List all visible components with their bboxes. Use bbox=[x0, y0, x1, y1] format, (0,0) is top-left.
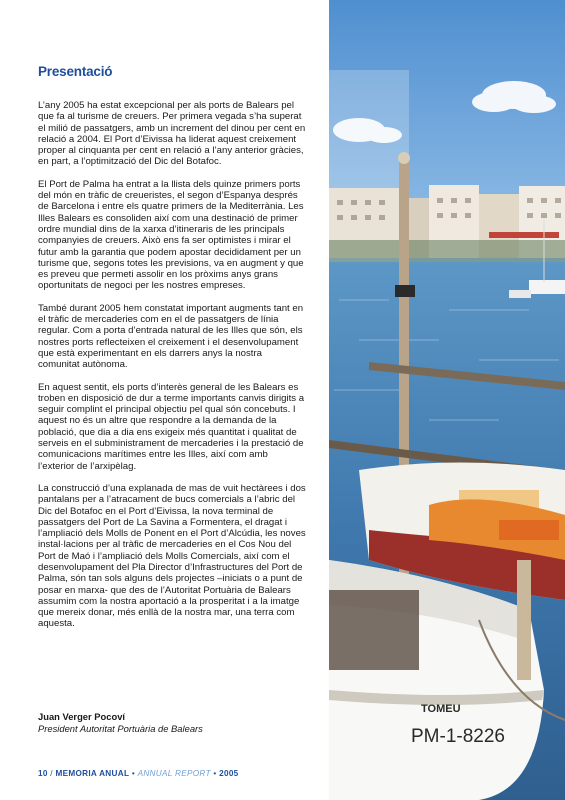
page-title: Presentació bbox=[38, 64, 113, 79]
paragraph-3: També durant 2005 hem constatat important augments tant en el tràfic de mercaderies com en el de passatgers de línia regular. Com a porta d’entrada natural de les Illes que són, els nostres ports reflecteixen el creixement i el desenvolupament que està experimentant en els darrers anys la nostra comunitat autònoma. bbox=[38, 302, 304, 371]
paragraph-4: En aquest sentit, els ports d’interès general de les Balears es troben en disposició de dur a terme importants canvis dirigits a seguir complint el principal objectiu pel qual són concebuts. I aquest no és un altre que respondre a la demanda de la població, que dia a dia ens exigeix més quantitat i qualitat de serveis en el subministrament de mercaderies i la prestació de comunicacions marítimes entre les Illes, així com amb l’exterior de l’arxipèlag. bbox=[38, 381, 305, 472]
paragraph-5: La construcció d’una explanada de mas de vuit hectàrees i dos pantalans per a l’atracament de bucs comercials a l’abric del Dic del Botafoc en el Port d’Eivissa, la nova terminal de passatgers del Port de La Savina a Formentera, el dragat i l’ampliació dels Molls de Ponent en el Port d’Alcúdia, les noves instal·lacions per al tràfic de mercaderies en el Cos Nou del Port de Maó i l’ampliació dels Molls Comercials, així com el desenvolupament del Pla Director d’Infrastructures del Port de Palma, són tan sols alguns dels projectes –iniciats o a punt de posar en marxa- que des de l’Autoritat Portuària de Balears assumim com la nostra aportació a la prosperitat i a la imatge que mereix donar, més enllà de la nostra mar, una terra com aquesta. bbox=[38, 482, 306, 630]
harbor-photo bbox=[329, 0, 565, 800]
body-text bbox=[38, 100, 306, 641]
mast-fitting bbox=[395, 285, 415, 297]
footer-separator: / bbox=[50, 769, 53, 778]
text-column bbox=[38, 0, 306, 800]
harbor-photo-illustration bbox=[329, 0, 565, 800]
footer-bullet-1: • bbox=[131, 769, 135, 778]
footer-bullet-2: • bbox=[213, 769, 217, 778]
page-footer bbox=[38, 769, 239, 778]
footer-memoria: MEMORIA ANUAL bbox=[55, 769, 130, 778]
town-buildings bbox=[329, 185, 565, 262]
signature-name: Juan Verger Pocoví bbox=[38, 711, 126, 722]
mast-top bbox=[398, 152, 410, 164]
paragraph-2: El Port de Palma ha entrat a la llista dels quinze primers ports del món en tràfic de creueristes, el segon d’Espanya després de Barcelona i entre els quatre primers de la Mediterrània. Les Illes Balears es consoliden així com una destinació de primer ordre mundial dins de la xarxa d’itineraris de les principals companyies de creuers. Això ens fa ser optimistes i mirar el futur amb la garantia que podem apostar decididament per un turisme que, segons totes les previsions, va en augment y que es preveu que permeti assolir en los pròxims anys grans oportunitats de negoci per les nostres empreses. bbox=[38, 178, 304, 292]
signature-role: President Autoritat Portuària de Balears bbox=[38, 723, 203, 734]
page-number: 10 bbox=[38, 769, 48, 778]
signature-block bbox=[38, 711, 203, 735]
boat-registration: PM-1-8226 bbox=[411, 726, 505, 747]
paragraph-1: L’any 2005 ha estat excepcional per als ports de Balears pel que fa al turisme de creuers. Per primera vegada s’ha superat el milió de passatgers, amb un increment del dinou per cent en relació a 2004. El Port d’Eivissa ha liderat aquest creixement proper al cinquanta per cent en relació a l’any anterior gràcies, en part, a l’optimització del Dic del Botafoc. bbox=[38, 100, 306, 168]
footer-year: 2005 bbox=[219, 769, 239, 778]
footer-annual-report: ANNUAL REPORT bbox=[137, 769, 211, 778]
boat-name: TOMEU bbox=[421, 703, 461, 715]
